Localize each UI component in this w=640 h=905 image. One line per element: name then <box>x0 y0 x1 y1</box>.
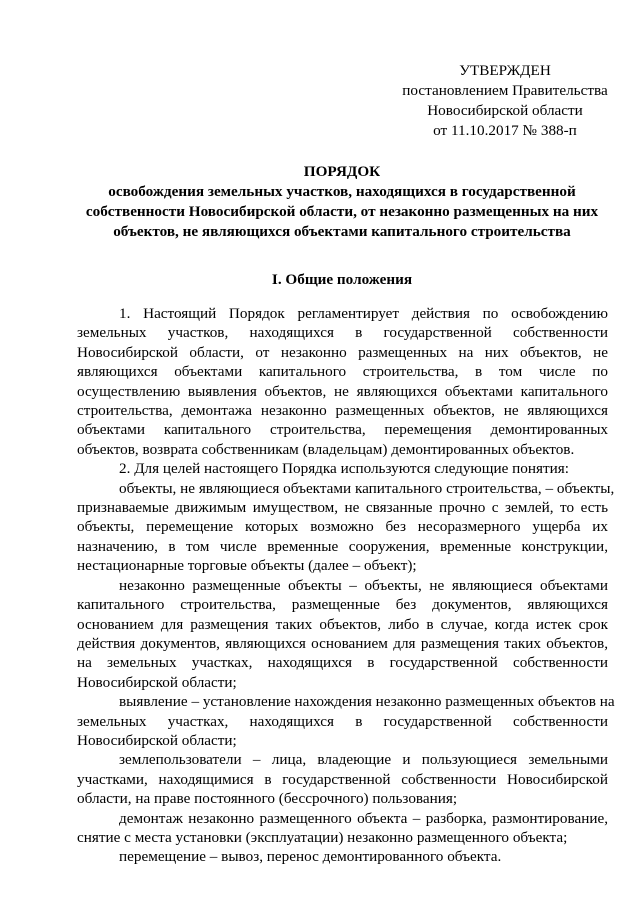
approval-stamp <box>380 61 630 141</box>
paragraph-line: объектов, возврата собственникам (владельцам) демонтированных объектов. <box>77 440 575 458</box>
paragraph-line: участками, находящимися в государственной собственности Новосибирской <box>77 770 608 788</box>
paragraph-line: земельных участках, находящихся в государственной собственности <box>77 712 608 730</box>
paragraph-line: земельных участков, находящихся в государственной собственности <box>77 324 608 342</box>
paragraph-line: назначению, в том числе временные сооружения, временные конструкции, <box>77 537 608 555</box>
paragraph-line: капитального строительства, размещенные без документов, являющихся <box>77 596 608 614</box>
document-body <box>77 304 615 867</box>
paragraph-line: основанием для размещения таких объектов, либо в случае, когда истек срок <box>77 615 608 633</box>
subtitle-line: объектов, не являющихся объектами капитального строительства <box>113 223 571 240</box>
paragraph-line: области, на праве постоянного (бессрочного) пользования; <box>77 790 458 808</box>
approval-region: Новосибирской области <box>427 102 583 119</box>
paragraph-line: снятие с места установки (эксплуатации) незаконно размещенного объекта; <box>77 828 568 846</box>
paragraph <box>77 750 608 808</box>
paragraph <box>77 304 608 459</box>
paragraph <box>77 459 608 478</box>
document-subtitle <box>60 182 624 242</box>
paragraph-line: Новосибирской области, от незаконно размещенных на них объектов, не <box>77 343 608 361</box>
paragraph <box>77 576 608 692</box>
paragraph-line: на земельных участках, находящихся в государственной собственности <box>77 654 608 672</box>
paragraph-line: признаваемые движимым имуществом, не связанные прочно с землей, то есть <box>77 499 608 517</box>
paragraph <box>77 809 608 848</box>
paragraph-line: Новосибирской области; <box>77 673 237 691</box>
paragraph-line: нестационарные торговые объекты (далее – объект); <box>77 557 417 575</box>
section-heading: I. Общие положения <box>271 271 413 288</box>
paragraph-line: являющихся объектами капитального строительства, в том числе по <box>77 363 608 381</box>
paragraph-line: 2. Для целей настоящего Порядка используются следующие понятия: <box>119 460 569 478</box>
paragraph-line: объекты, перемещение которых возможно без несоразмерного ущерба их <box>77 518 608 536</box>
paragraph-line: перемещение – вывоз, перенос демонтированного объекта. <box>119 848 502 866</box>
paragraph-line: осуществлению выявления объектов, не являющихся объектами капитального <box>77 382 608 400</box>
document-title: ПОРЯДОК <box>303 163 381 180</box>
subtitle-line: собственности Новосибирской области, от незаконно размещенных на них <box>85 203 599 220</box>
approval-date-number: от 11.10.2017 № 388-п <box>433 122 577 139</box>
paragraph-line: землепользователи – лица, владеющие и пользующиеся земельными <box>119 751 608 769</box>
paragraph-line: 1. Настоящий Порядок регламентирует действия по освобождению <box>119 305 608 322</box>
paragraph-line: объектами капитального строительства, перемещения демонтированных <box>77 421 608 439</box>
approval-status: УТВЕРЖДЕН <box>459 62 551 79</box>
paragraph <box>77 479 615 576</box>
subtitle-line: освобождения земельных участков, находящихся в государственной <box>108 183 576 200</box>
paragraph-line: объекты, не являющиеся объектами капитального строительства, – объекты, <box>119 479 615 497</box>
paragraph-line: строительства, демонтажа незаконно размещенных объектов, не являющихся <box>77 402 608 420</box>
paragraph-line: выявление – установление нахождения незаконно размещенных объектов на <box>119 693 615 711</box>
paragraph-line: демонтаж незаконно размещенного объекта – разборка, размонтирование, <box>119 809 608 827</box>
paragraph <box>77 847 608 866</box>
paragraph-line: действия документов, являющихся основанием для размещения таких объектов, <box>77 634 608 652</box>
paragraph-line: Новосибирской области; <box>77 731 237 749</box>
paragraph <box>77 692 615 750</box>
paragraph-line: незаконно размещенные объекты – объекты, не являющиеся объектами <box>119 576 608 594</box>
approval-basis: постановлением Правительства <box>402 82 608 99</box>
